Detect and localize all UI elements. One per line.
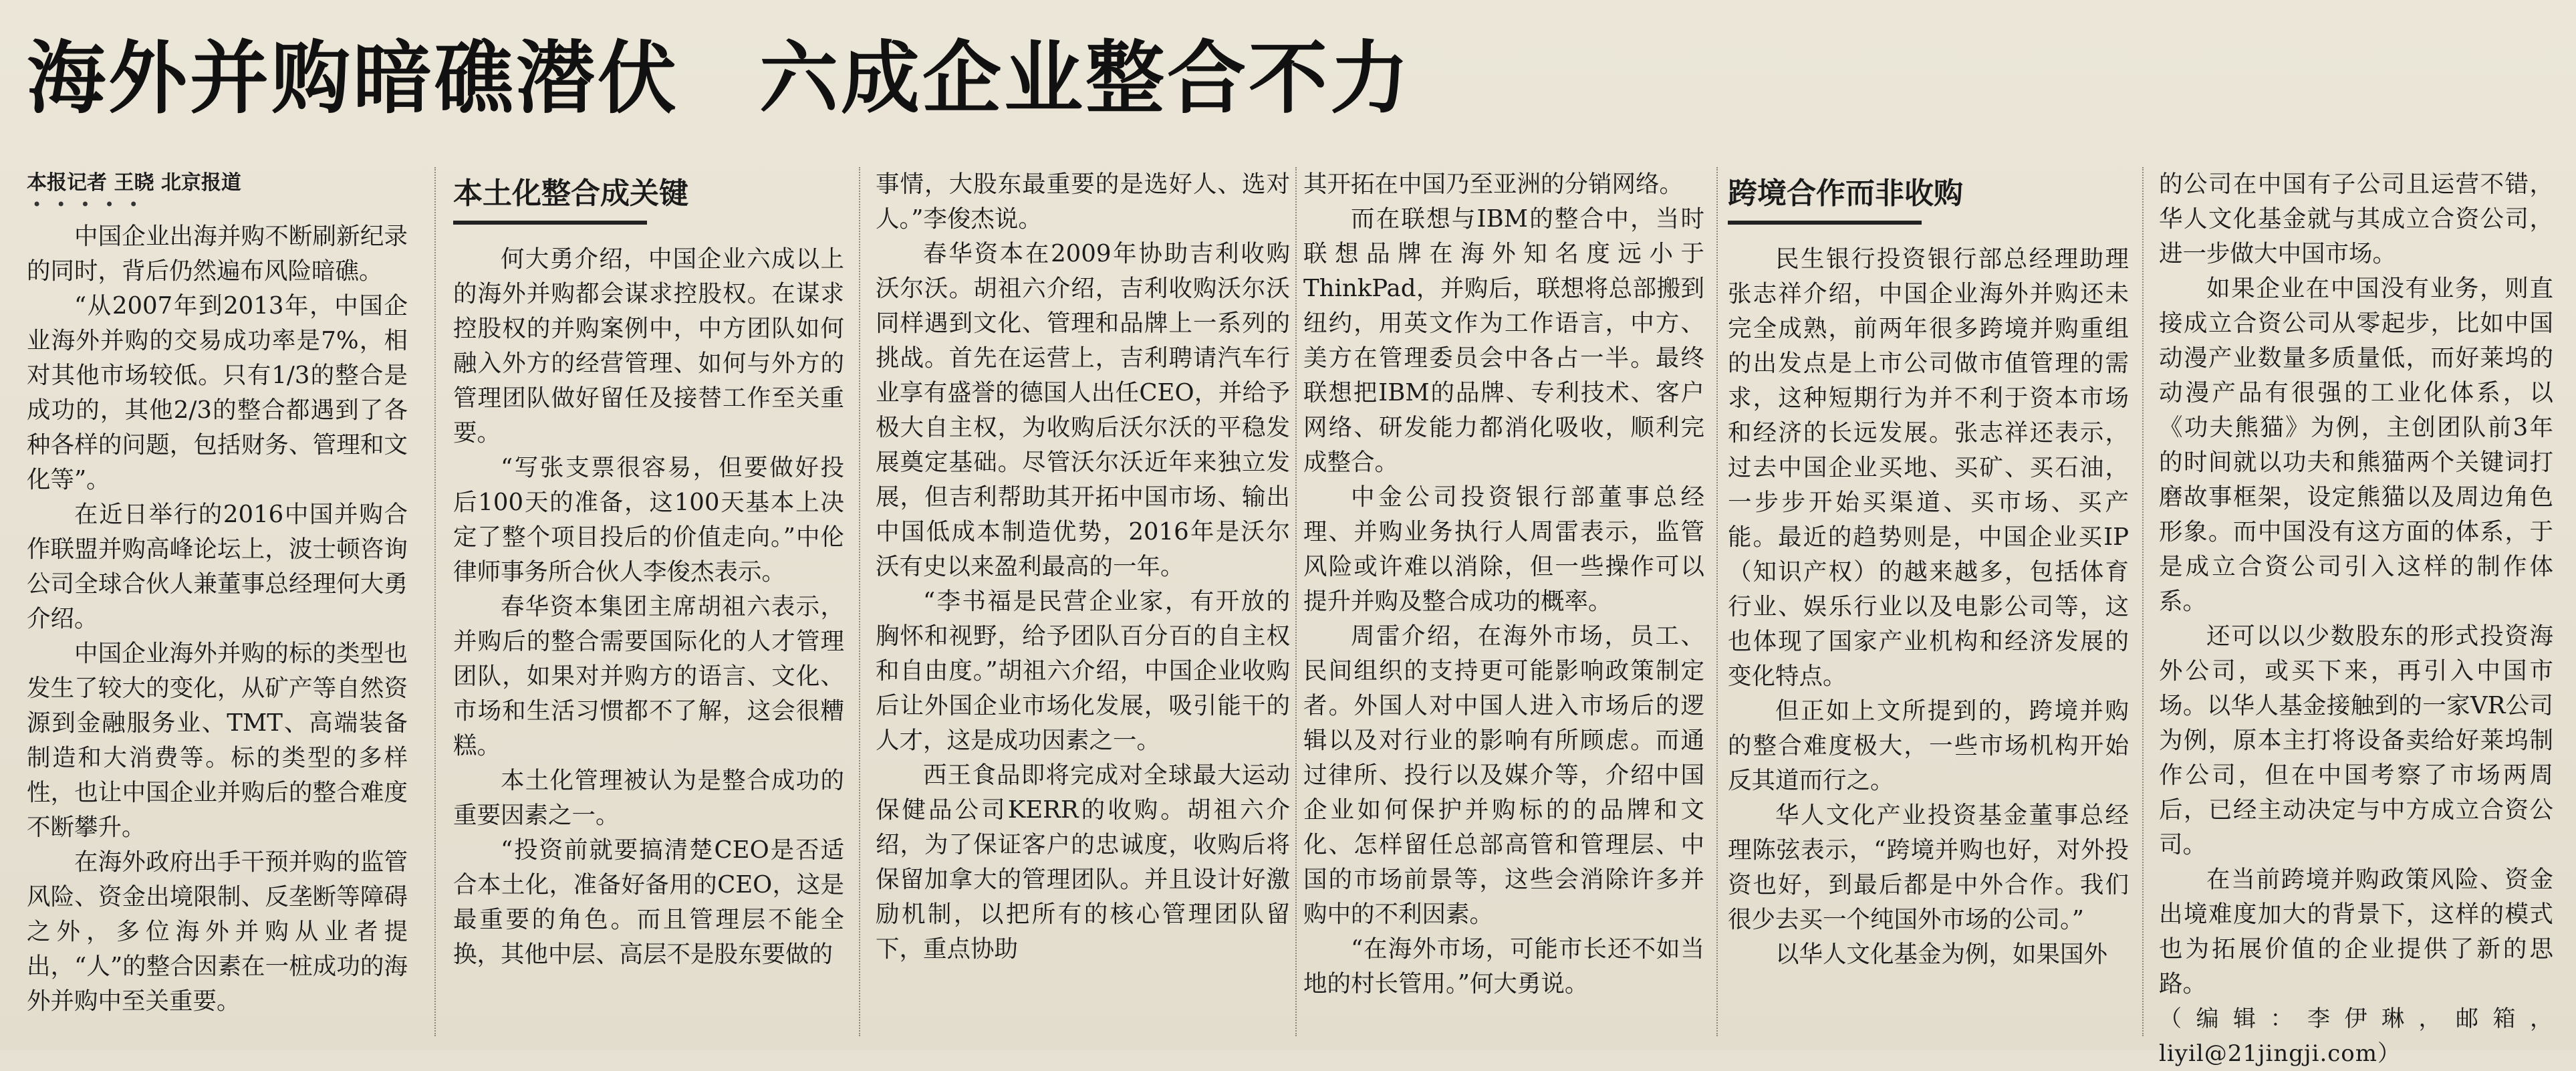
- column-divider: [434, 167, 436, 1036]
- paragraph: 但正如上文所提到的，跨境并购的整合难度极大，一些市场机构开始反其道而行之。: [1728, 697, 2129, 794]
- subhead-cross-border: 跨境合作而非收购: [1728, 176, 1963, 211]
- headline-part-2: 六成企业整合不力: [759, 32, 1412, 124]
- paragraph: 本土化管理被认为是整合成功的重要因素之一。: [453, 767, 844, 829]
- paragraph: 的公司在中国有子公司且运营不错，华人文化基金就与其成立合资公司，进一步做大中国市场。: [2159, 170, 2553, 267]
- paragraph: 中国企业出海并购不断刷新纪录的同时，背后仍然遍布风险暗礁。: [27, 223, 408, 285]
- article-column-3: [876, 167, 1290, 1036]
- paragraph: 何大勇介绍，中国企业六成以上的海外并购都会谋求控股权。在谋求控股权的并购案例中，中方团队如何融入外方的经营管理、如何与外方的管理团队做好留任及接替工作至关重要。: [453, 245, 844, 447]
- headline: [27, 28, 2553, 128]
- paragraph: 周雷介绍，在海外市场，员工、民间组织的支持更可能影响政策制定者。外国人对中国人进入市场后的逻辑以及对行业的影响有所顾虑。而通过律所、投行以及媒介等，介绍中国企业如何保护并购标的的品牌和文化、怎样留任总部高管和管理层、中国的市场前景等，这些会消除许多并购中的不利因素。: [1303, 622, 1704, 928]
- paragraph: “从2007年到2013年，中国企业海外并购的交易成功率是7%，相对其他市场较低。只有1/3的整合是成功的，其他2/3的整合都遇到了各种各样的问题，包括财务、管理和文化等”。: [27, 292, 408, 493]
- paragraph: “投资前就要搞清楚CEO是否适合本土化，准备好备用的CEO，这是最重要的角色。而且管理层不能全换，其他中层、高层不是股东要做的: [453, 836, 844, 968]
- paragraph: 其开拓在中国乃至亚洲的分销网络。: [1303, 170, 1684, 198]
- column-divider: [2142, 167, 2144, 1036]
- article-column-2: [453, 167, 844, 1036]
- byline: 本报记者 王晓 北京报道: [27, 171, 241, 195]
- paragraph: 中国企业海外并购的标的类型也发生了较大的变化，从矿产等自然资源到金融服务业、TMT、高端装备制造和大消费等。标的类型的多样性，也让中国企业并购后的整合难度不断攀升。: [27, 640, 408, 841]
- paragraph: 如果企业在中国没有业务，则直接成立合资公司从零起步，比如中国动漫产业数量多质量低，而好莱坞的动漫产品有很强的工业化体系，以《功夫熊猫》为例，主创团队前3年的时间就以功夫和熊猫两个关键词打磨故事框架，设定熊猫以及周边角色形象。而中国没有这方面的体系，于是成立合资公司引入这样的制作体系。: [2159, 275, 2553, 615]
- paragraph: 事情，大股东最重要的是选好人、选对人。”李俊杰说。: [876, 170, 1290, 233]
- subhead-underline: [1728, 221, 1922, 225]
- paragraph: “在海外市场，可能市长还不如当地的村长管用。”何大勇说。: [1303, 935, 1704, 997]
- article-column-5: [1728, 167, 2129, 1036]
- byline-dots: •••••: [32, 195, 153, 214]
- column-divider: [1295, 167, 1297, 1036]
- paragraph: 中金公司投资银行部董事总经理、并购业务执行人周雷表示，监管风险或许难以消除，但一些操作可以提升并购及整合成功的概率。: [1303, 483, 1704, 615]
- paragraph: 民生银行投资银行部总经理助理张志祥介绍，中国企业海外并购还未完全成熟，前两年很多跨境并购重组的出发点是上市公司做市值管理的需求，这种短期行为并不利于资本市场和经济的长远发展。张志祥还表示，过去中国企业买地、买矿、买石油，一步步开始买渠道、买市场、买产能。最近的趋势则是，中国企业买IP（知识产权）的越来越多，包括体育行业、娱乐行业以及电影公司等，这也体现了国家产业机构和经济发展的变化特点。: [1728, 245, 2129, 690]
- paragraph: 以华人文化基金为例，如果国外: [1775, 941, 2108, 968]
- article-column-4: [1303, 167, 1704, 1036]
- paragraph: 在当前跨境并购政策风险、资金出境难度加大的背景下，这样的模式也为拓展价值的企业提供了新的思路。: [2159, 866, 2553, 997]
- subhead-underline: [453, 221, 647, 225]
- article-column-1: [27, 167, 408, 1036]
- paragraph: 在海外政府出手干预并购的监管风险、资金出境限制、反垄断等障碍之外，多位海外并购从业者提出，“人”的整合因素在一桩成功的海外并购中至关重要。: [27, 848, 408, 1015]
- paragraph: 在近日举行的2016中国并购合作联盟并购高峰论坛上，波士顿咨询公司全球合伙人兼董事总经理何大勇介绍。: [27, 501, 408, 632]
- headline-part-1: 海外并购暗礁潜伏: [27, 32, 680, 124]
- article-column-6: [2159, 167, 2553, 1067]
- paragraph: 而在联想与IBM的整合中，当时联想品牌在海外知名度远小于ThinkPad，并购后，联想将总部搬到纽约，用英文作为工作语言，中方、美方在管理委员会中各占一半。最终联想把IBM的品牌、专利技术、客户网络、研发能力都消化吸收，顺利完成整合。: [1303, 205, 1704, 476]
- paragraph: 华人文化产业投资基金董事总经理陈弦表示，“跨境并购也好，对外投资也好，到最后都是中外合作。我们很少去买一个纯国外市场的公司。”: [1728, 802, 2129, 933]
- column-divider: [1716, 167, 1718, 1036]
- column-divider: [859, 167, 860, 1036]
- paragraph: 春华资本在2009年协助吉利收购沃尔沃。胡祖六介绍，吉利收购沃尔沃同样遇到文化、管理和品牌上一系列的挑战。首先在运营上，吉利聘请汽车行业享有盛誉的德国人出任CEO，并给予极大自主权，为收购后沃尔沃的平稳发展奠定基础。尽管沃尔沃近年来独立发展，但吉利帮助其开拓中国市场、输出中国低成本制造优势，2016年是沃尔沃有史以来盈利最高的一年。: [876, 240, 1290, 580]
- paragraph: 还可以以少数股东的形式投资海外公司，或买下来，再引入中国市场。以华人基金接触到的一家VR公司为例，原本主打将设备卖给好莱坞制作公司，但在中国考察了市场两周后，已经主动决定与中方成立合资公司。: [2159, 622, 2553, 858]
- paragraph: “写张支票很容易，但要做好投后100天的准备，这100天基本上决定了整个项目投后的价值走向。”中伦律师事务所合伙人李俊杰表示。: [453, 454, 844, 586]
- paragraph: “李书福是民营企业家，有开放的胸怀和视野，给予团队百分百的自主权和自由度。”胡祖六介绍，中国企业收购后让外国企业市场化发展，吸引能干的人才，这是成功因素之一。: [876, 588, 1290, 754]
- editor-note: （编辑：李伊琳，邮箱，liyil@21jingji.com）: [2159, 1005, 2553, 1067]
- paragraph: 西王食品即将完成对全球最大运动保健品公司KERR的收购。胡祖六介绍，为了保证客户的忠诚度，收购后将保留加拿大的管理团队。并且设计好激励机制，以把所有的核心管理团队留下，重点协助: [876, 761, 1290, 963]
- subhead-localization: 本土化整合成关键: [453, 176, 688, 211]
- paragraph: 春华资本集团主席胡祖六表示，并购后的整合需要国际化的人才管理团队，如果对并购方的语言、文化、市场和生活习惯都不了解，这会很糟糕。: [453, 593, 844, 759]
